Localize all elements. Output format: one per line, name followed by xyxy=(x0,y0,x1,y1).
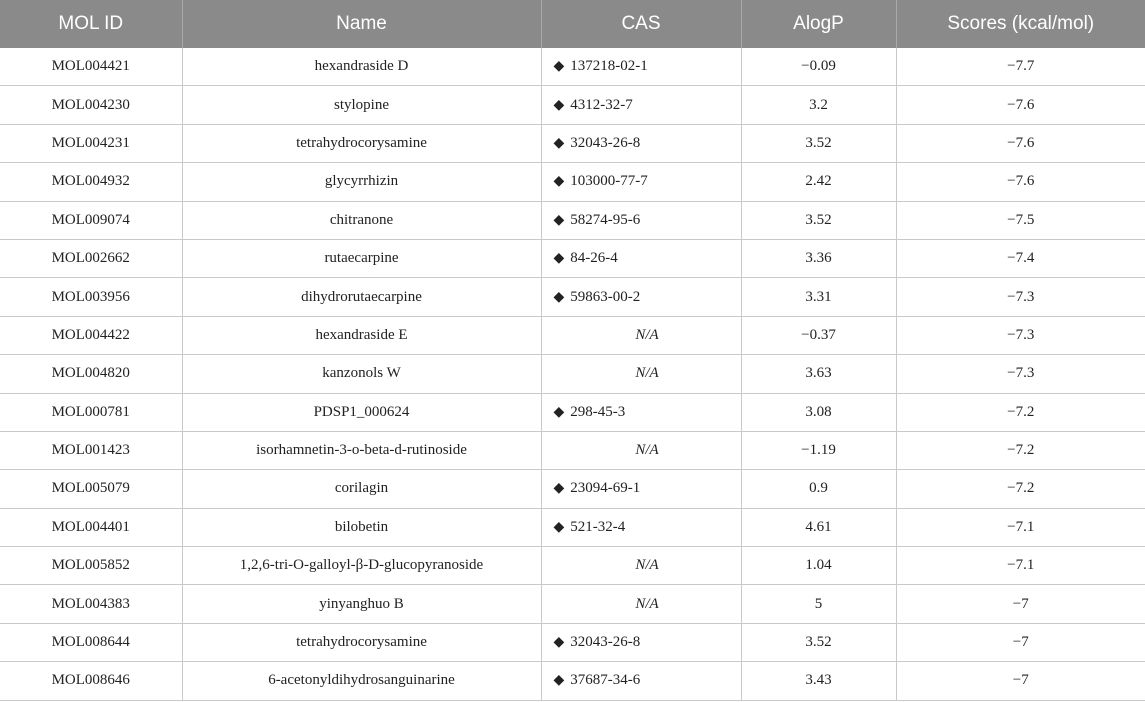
diamond-icon: ◆ xyxy=(553,518,565,535)
cell-cas xyxy=(541,316,741,354)
table-row xyxy=(0,201,1145,239)
cell-score: −7.4 xyxy=(896,239,1145,277)
cell-alogp: −0.37 xyxy=(741,316,896,354)
cell-alogp: 0.9 xyxy=(741,470,896,508)
cell-alogp: 3.31 xyxy=(741,278,896,316)
cell-mol-id: MOL003956 xyxy=(0,278,182,316)
header-scores[interactable]: Scores (kcal/mol) xyxy=(896,0,1145,48)
table-body xyxy=(0,48,1145,700)
cell-cas xyxy=(541,86,741,124)
cell-name: 1,2,6-tri-O-galloyl-β-D-glucopyranoside xyxy=(182,547,541,585)
table-row xyxy=(0,316,1145,354)
cell-name: hexandraside E xyxy=(182,316,541,354)
cell-mol-id: MOL008646 xyxy=(0,662,182,700)
cas-not-available: N/A xyxy=(635,326,659,343)
cell-mol-id: MOL004230 xyxy=(0,86,182,124)
table-row xyxy=(0,623,1145,661)
cell-cas xyxy=(541,393,741,431)
cell-name: 6-acetonyldihydrosanguinarine xyxy=(182,662,541,700)
cell-name: tetrahydrocorysamine xyxy=(182,623,541,661)
cell-mol-id: MOL004401 xyxy=(0,508,182,546)
cas-number: 84-26-4 xyxy=(570,250,618,267)
cell-alogp: 3.08 xyxy=(741,393,896,431)
cell-mol-id: MOL000781 xyxy=(0,393,182,431)
cas-number: 58274-95-6 xyxy=(570,211,641,228)
cell-cas xyxy=(541,470,741,508)
diamond-icon: ◆ xyxy=(553,288,565,305)
cell-score: −7.7 xyxy=(896,48,1145,86)
cell-alogp: 3.52 xyxy=(741,124,896,162)
cell-cas xyxy=(541,431,741,469)
table-row xyxy=(0,124,1145,162)
cas-not-available: N/A xyxy=(635,365,659,382)
cell-cas xyxy=(541,585,741,623)
table-row xyxy=(0,431,1145,469)
cell-score: −7.2 xyxy=(896,393,1145,431)
cell-alogp: −0.09 xyxy=(741,48,896,86)
cell-name: PDSP1_000624 xyxy=(182,393,541,431)
cas-number: 4312-32-7 xyxy=(570,96,633,113)
table-row xyxy=(0,547,1145,585)
cell-alogp: 3.43 xyxy=(741,662,896,700)
cell-alogp: 2.42 xyxy=(741,163,896,201)
cell-mol-id: MOL004820 xyxy=(0,355,182,393)
table-row xyxy=(0,163,1145,201)
table-row xyxy=(0,508,1145,546)
cell-mol-id: MOL009074 xyxy=(0,201,182,239)
cell-score: −7 xyxy=(896,662,1145,700)
cell-name: rutaecarpine xyxy=(182,239,541,277)
cas-number: 521-32-4 xyxy=(570,518,626,535)
cell-cas xyxy=(541,278,741,316)
cell-name: yinyanghuo B xyxy=(182,585,541,623)
header-cas[interactable]: CAS xyxy=(541,0,741,48)
table-header xyxy=(0,0,1145,48)
cell-alogp: 5 xyxy=(741,585,896,623)
header-mol-id[interactable]: MOL ID xyxy=(0,0,182,48)
cell-cas xyxy=(541,163,741,201)
cell-score: −7 xyxy=(896,623,1145,661)
cell-mol-id: MOL004383 xyxy=(0,585,182,623)
cell-name: bilobetin xyxy=(182,508,541,546)
cell-mol-id: MOL004231 xyxy=(0,124,182,162)
diamond-icon: ◆ xyxy=(553,634,565,651)
header-row xyxy=(0,0,1145,48)
cas-number: 137218-02-1 xyxy=(570,58,648,75)
cell-mol-id: MOL004422 xyxy=(0,316,182,354)
diamond-icon: ◆ xyxy=(553,58,565,75)
header-name[interactable]: Name xyxy=(182,0,541,48)
diamond-icon: ◆ xyxy=(553,250,565,267)
cell-name: stylopine xyxy=(182,86,541,124)
table-row xyxy=(0,278,1145,316)
cas-not-available: N/A xyxy=(635,595,659,612)
cell-alogp: 1.04 xyxy=(741,547,896,585)
cell-cas xyxy=(541,508,741,546)
cell-alogp: 3.52 xyxy=(741,201,896,239)
diamond-icon: ◆ xyxy=(553,672,565,689)
cell-score: −7.1 xyxy=(896,547,1145,585)
cell-cas xyxy=(541,355,741,393)
cas-not-available: N/A xyxy=(635,442,659,459)
cell-alogp: 3.52 xyxy=(741,623,896,661)
table-row xyxy=(0,355,1145,393)
cell-mol-id: MOL004421 xyxy=(0,48,182,86)
cell-name: glycyrrhizin xyxy=(182,163,541,201)
cell-mol-id: MOL001423 xyxy=(0,431,182,469)
cas-number: 32043-26-8 xyxy=(570,134,641,151)
header-alogp[interactable]: AlogP xyxy=(741,0,896,48)
cell-score: −7 xyxy=(896,585,1145,623)
cell-score: −7.6 xyxy=(896,86,1145,124)
cell-name: corilagin xyxy=(182,470,541,508)
cell-score: −7.5 xyxy=(896,201,1145,239)
diamond-icon: ◆ xyxy=(553,96,565,113)
cell-score: −7.3 xyxy=(896,316,1145,354)
table-row xyxy=(0,585,1145,623)
table-row xyxy=(0,86,1145,124)
cell-cas xyxy=(541,124,741,162)
table-row xyxy=(0,48,1145,86)
diamond-icon: ◆ xyxy=(553,134,565,151)
cell-mol-id: MOL005852 xyxy=(0,547,182,585)
cell-alogp: 3.63 xyxy=(741,355,896,393)
diamond-icon: ◆ xyxy=(553,211,565,228)
cell-mol-id: MOL004932 xyxy=(0,163,182,201)
cell-mol-id: MOL008644 xyxy=(0,623,182,661)
cell-alogp: 4.61 xyxy=(741,508,896,546)
table-row xyxy=(0,393,1145,431)
cell-name: hexandraside D xyxy=(182,48,541,86)
cell-score: −7.6 xyxy=(896,124,1145,162)
cell-score: −7.2 xyxy=(896,470,1145,508)
cell-cas xyxy=(541,201,741,239)
cell-mol-id: MOL002662 xyxy=(0,239,182,277)
cell-score: −7.3 xyxy=(896,278,1145,316)
cas-not-available: N/A xyxy=(635,557,659,574)
table-row xyxy=(0,470,1145,508)
cell-score: −7.6 xyxy=(896,163,1145,201)
diamond-icon: ◆ xyxy=(553,480,565,497)
cell-name: dihydrorutaecarpine xyxy=(182,278,541,316)
cell-mol-id: MOL005079 xyxy=(0,470,182,508)
cell-cas xyxy=(541,48,741,86)
cas-number: 23094-69-1 xyxy=(570,480,641,497)
cell-score: −7.1 xyxy=(896,508,1145,546)
diamond-icon: ◆ xyxy=(553,173,565,190)
cell-name: chitranone xyxy=(182,201,541,239)
cell-name: isorhamnetin-3-o-beta-d-rutinoside xyxy=(182,431,541,469)
cell-alogp: 3.36 xyxy=(741,239,896,277)
cas-number: 32043-26-8 xyxy=(570,634,641,651)
cell-alogp: −1.19 xyxy=(741,431,896,469)
cell-cas xyxy=(541,547,741,585)
cell-cas xyxy=(541,239,741,277)
cell-cas xyxy=(541,662,741,700)
cell-cas xyxy=(541,623,741,661)
cell-alogp: 3.2 xyxy=(741,86,896,124)
cas-number: 103000-77-7 xyxy=(570,173,648,190)
cas-number: 298-45-3 xyxy=(570,403,626,420)
cell-score: −7.3 xyxy=(896,355,1145,393)
diamond-icon: ◆ xyxy=(553,403,565,420)
cas-number: 37687-34-6 xyxy=(570,672,641,689)
cell-name: kanzonols W xyxy=(182,355,541,393)
table-row xyxy=(0,239,1145,277)
cas-number: 59863-00-2 xyxy=(570,288,641,305)
table-row xyxy=(0,662,1145,700)
cell-score: −7.2 xyxy=(896,431,1145,469)
cell-name: tetrahydrocorysamine xyxy=(182,124,541,162)
